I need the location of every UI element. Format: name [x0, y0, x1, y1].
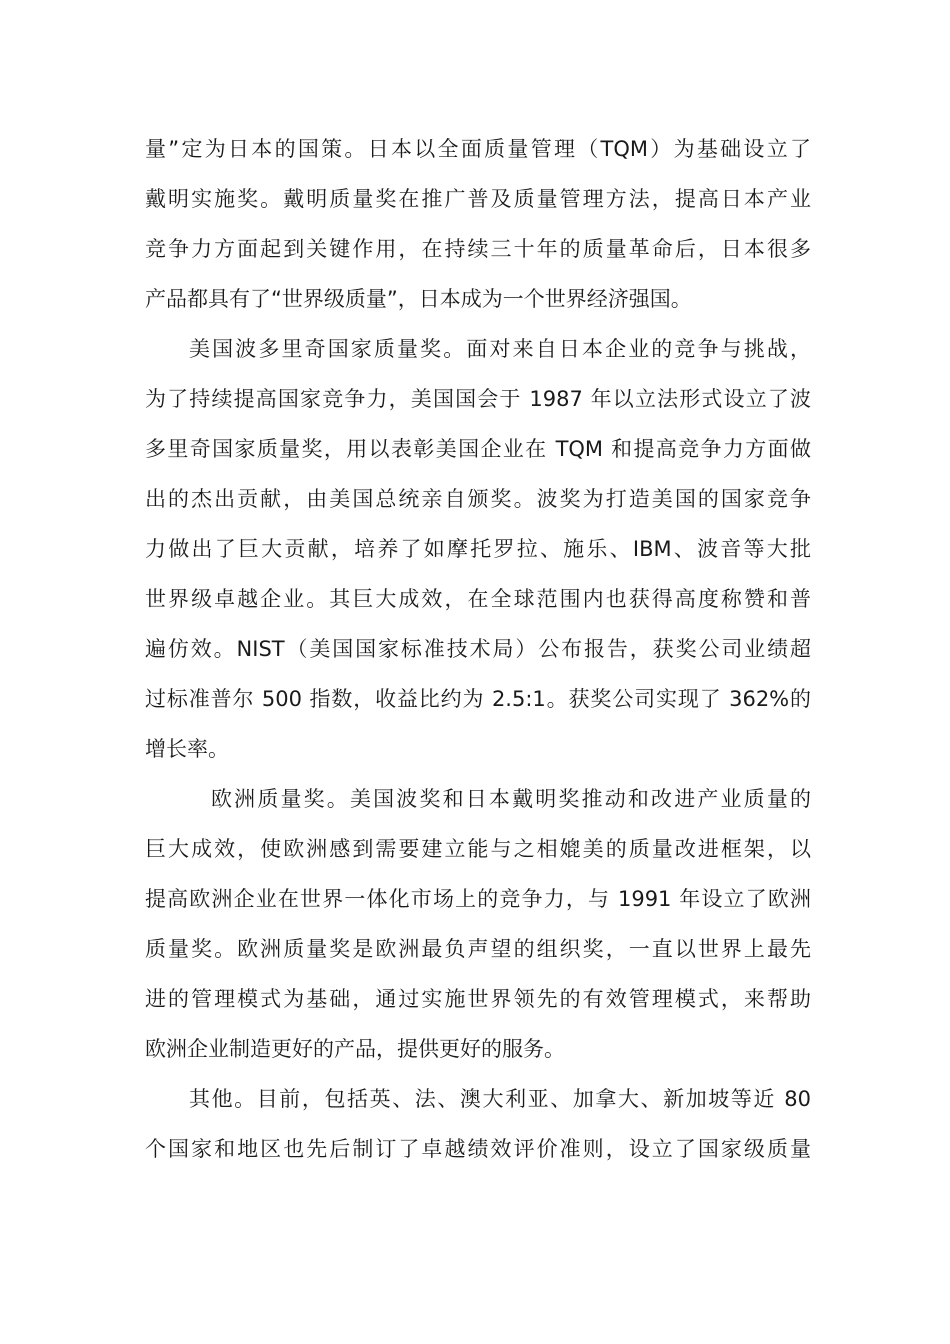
text-line: 进的管理模式为基础，通过实施世界领先的有效管理模式，来帮助 — [145, 987, 811, 1011]
text-line: 过标准普尔 500 指数，收益比约为 2.5:1。获奖公司实现了 362%的 — [145, 687, 811, 711]
text-line: 为了持续提高国家竞争力，美国国会于 1987 年以立法形式设立了波 — [145, 387, 811, 411]
text-line: 世界级卓越企业。其巨大成效，在全球范围内也获得高度称赞和普 — [145, 587, 811, 611]
paragraph-start-line: 欧洲质量奖。美国波奖和日本戴明奖推动和改进产业质量的 — [211, 787, 811, 811]
text-line: 遍仿效。NIST（美国国家标准技术局）公布报告，获奖公司业绩超 — [145, 637, 811, 661]
text-line: 力做出了巨大贡献，培养了如摩托罗拉、施乐、IBM、波音等大批 — [145, 537, 811, 561]
text-line: 增长率。 — [145, 737, 229, 761]
paragraph-start-line: 其他。目前，包括英、法、澳大利亚、加拿大、新加坡等近 80 — [189, 1087, 811, 1111]
text-line: 质量奖。欧洲质量奖是欧洲最负声望的组织奖，一直以世界上最先 — [145, 937, 811, 961]
text-line: 竞争力方面起到关键作用，在持续三十年的质量革命后，日本很多 — [145, 237, 811, 261]
text-line: 产品都具有了“世界级质量”，日本成为一个世界经济强国。 — [145, 287, 692, 311]
text-line: 多里奇国家质量奖，用以表彰美国企业在 TQM 和提高竞争力方面做 — [145, 437, 811, 461]
paragraph-start-line: 美国波多里奇国家质量奖。面对来自日本企业的竞争与挑战， — [189, 337, 811, 361]
text-line: 巨大成效，使欧洲感到需要建立能与之相媲美的质量改进框架，以 — [145, 837, 811, 861]
text-line: 提高欧洲企业在世界一体化市场上的竞争力，与 1991 年设立了欧洲 — [145, 887, 811, 911]
text-line: 欧洲企业制造更好的产品，提供更好的服务。 — [145, 1037, 565, 1061]
text-line: 出的杰出贡献，由美国总统亲自颁奖。波奖为打造美国的国家竞争 — [145, 487, 811, 511]
text-line: 戴明实施奖。戴明质量奖在推广普及质量管理方法，提高日本产业 — [145, 187, 811, 211]
text-line: 量”定为日本的国策。日本以全面质量管理（TQM）为基础设立了 — [145, 137, 811, 161]
text-line: 个国家和地区也先后制订了卓越绩效评价准则，设立了国家级质量 — [145, 1137, 811, 1161]
document-body — [145, 124, 811, 1174]
